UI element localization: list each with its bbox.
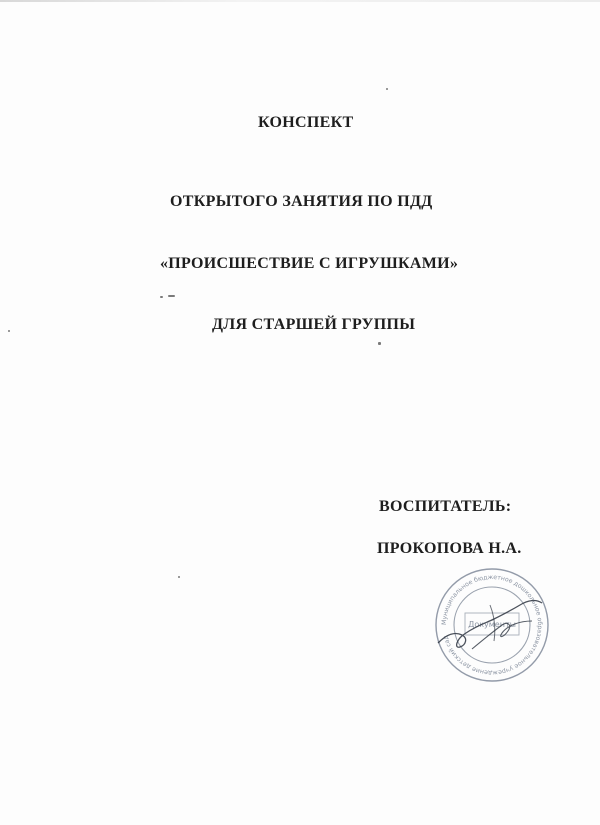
document-group: ДЛЯ СТАРШЕЙ ГРУППЫ: [212, 316, 416, 333]
seal-stamp-icon: [432, 565, 552, 685]
document-topic: «ПРОИСШЕСТВИЕ С ИГРУШКАМИ»: [160, 255, 459, 272]
scan-speck: [386, 88, 388, 90]
scan-speck: [178, 576, 180, 578]
teacher-name: ПРОКОПОВА Н.А.: [377, 540, 522, 557]
stamp-ring-text: Муниципальное бюджетное дошкольное образовательное учреждение детский сад: [440, 573, 544, 677]
teacher-label: ВОСПИТАТЕЛЬ:: [379, 498, 512, 515]
document-subheading: ОТКРЫТОГО ЗАНЯТИЯ ПО ПДД: [170, 193, 433, 210]
scan-speck: [168, 295, 175, 297]
scan-speck: [160, 296, 163, 298]
stamp-center-text: Документы: [468, 620, 516, 629]
scan-speck: [8, 330, 10, 332]
scan-edge: [0, 0, 600, 2]
scan-speck: [378, 342, 381, 345]
document-heading: КОНСПЕКТ: [258, 114, 354, 131]
